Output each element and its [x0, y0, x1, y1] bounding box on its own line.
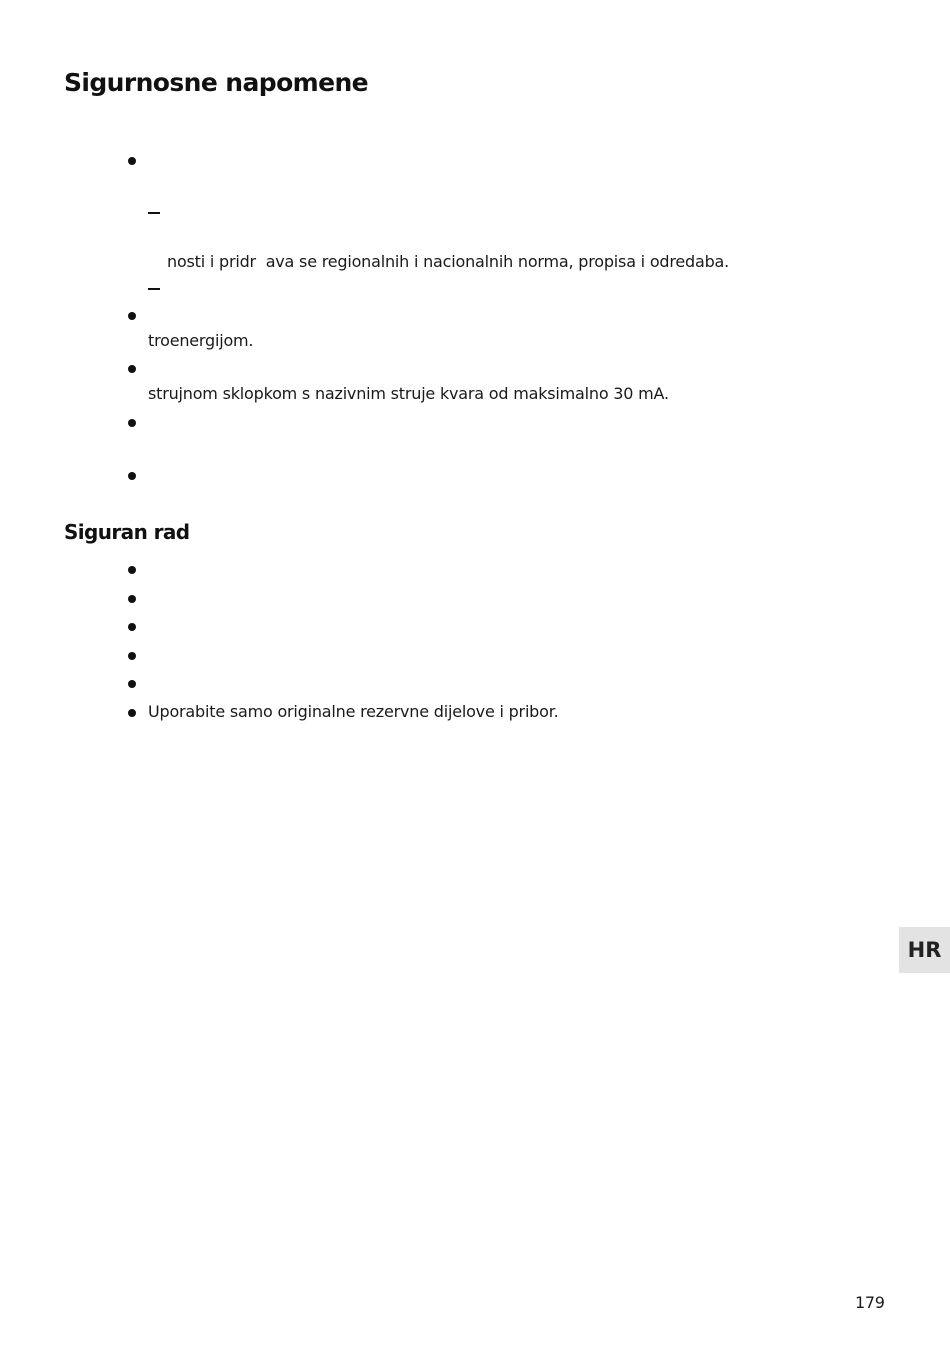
- list-item-text: nosti i pridr ava se regionalnih i nacionalnih norma, propisa i odredaba.: [167, 252, 730, 271]
- section-title-safe-operation: Siguran rad: [64, 520, 190, 544]
- bullet-icon: [128, 419, 136, 427]
- bullet-icon: [128, 157, 136, 165]
- bullet-icon: [128, 623, 136, 631]
- section-title-safety-notes: Sigurnosne napomene: [64, 68, 369, 97]
- list-item-text: Uporabite samo originalne rezervne dijelove i pribor.: [148, 702, 559, 721]
- list-item-text: troenergijom.: [148, 331, 254, 350]
- bullet-icon: [128, 709, 136, 717]
- dash-icon: [148, 212, 160, 214]
- dash-icon: [148, 288, 160, 290]
- language-tab-label: HR: [907, 938, 942, 962]
- list-item-text: strujnom sklopkom s nazivnim struje kvara od maksimalno 30 mA.: [148, 384, 669, 403]
- page-number: 179: [855, 1293, 885, 1312]
- bullet-icon: [128, 365, 136, 373]
- bullet-icon: [128, 595, 136, 603]
- bullet-icon: [128, 312, 136, 320]
- language-tab: [899, 927, 950, 973]
- bullet-icon: [128, 652, 136, 660]
- bullet-icon: [128, 566, 136, 574]
- bullet-icon: [128, 472, 136, 480]
- bullet-icon: [128, 680, 136, 688]
